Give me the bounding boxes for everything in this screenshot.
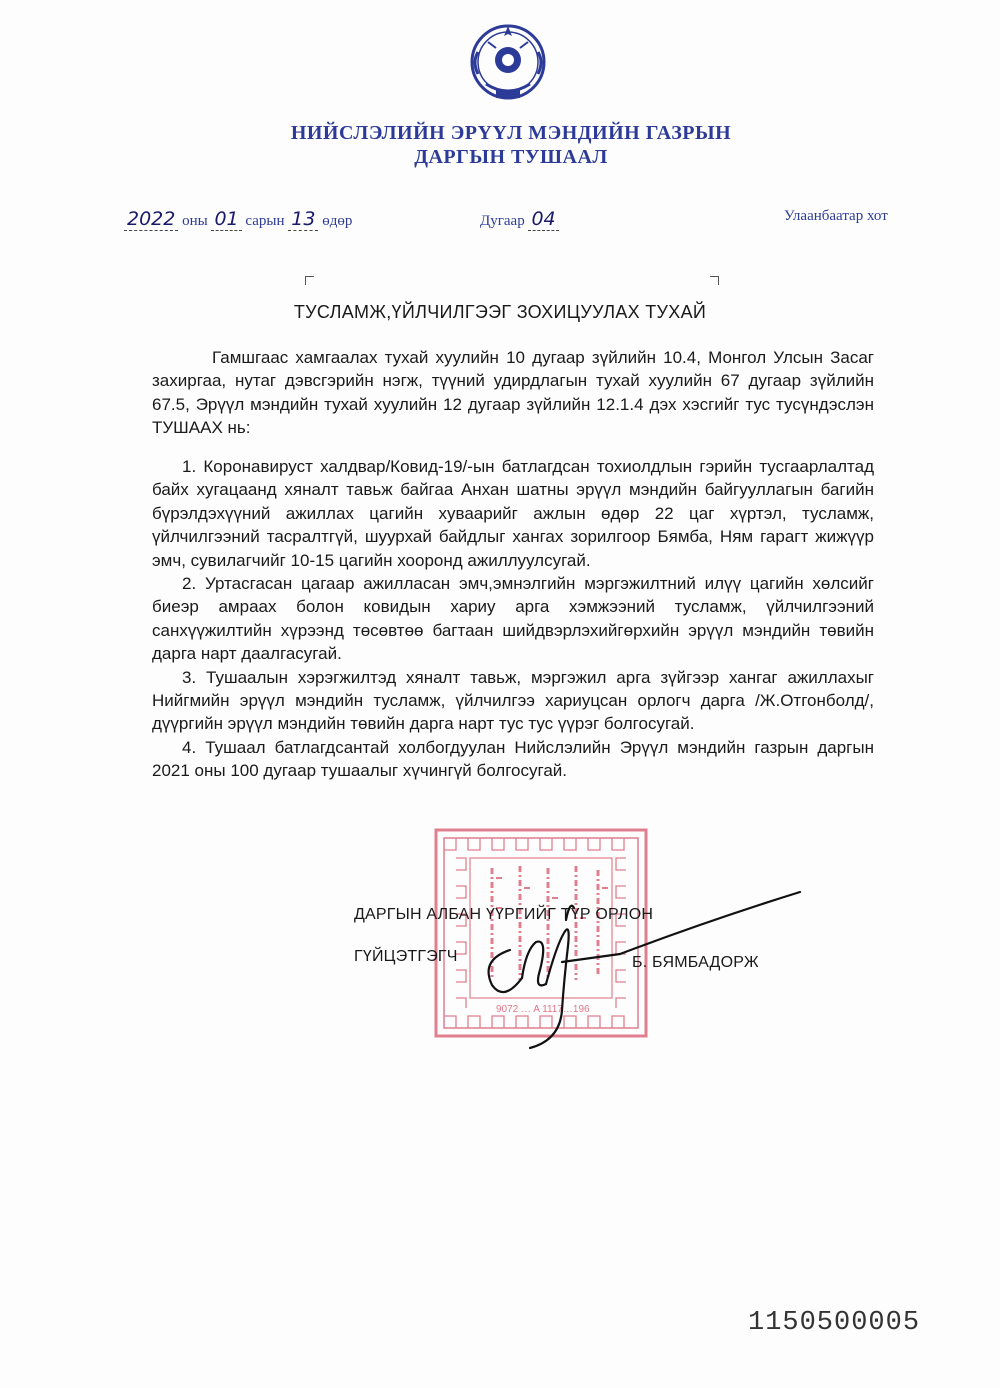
title-bracket-right bbox=[710, 276, 719, 285]
number-label: Дугаар bbox=[480, 213, 525, 229]
document-city: Улаанбаатар хот bbox=[784, 208, 888, 224]
date-day-suffix: өдөр bbox=[322, 213, 353, 229]
document-number: 04 bbox=[528, 208, 558, 231]
title-bracket-left bbox=[305, 276, 314, 285]
document-type-title: ДАРГЫН ТУШААЛ bbox=[414, 146, 608, 168]
preamble-text: Гамшгаас хамгаалах тухай хуулийн 10 дугаар зүйлийн 10.4, Монгол Улсын Засаг захиргаа, нутаг дэвсгэрийн нэгж, түүний удирдлагын тухай хуулийн 67 дугаар зүйлийн 67.5, Эрүүл мэндийн тухай хуулийн 12 дугаар зүйлийн 12.1.4 дэх хэсгийг тус тусүндэслэн ТУШААХ нь: bbox=[152, 348, 874, 438]
order-point: 4. Тушаал батлагдсантай холбогдуулан Нийслэлийн Эрүүл мэндийн газрын даргын 2021 оны 100 дугаар тушаалыг хүчингүй болгосугай. bbox=[152, 737, 874, 781]
order-point: 3. Тушаалын хэрэгжилтэд хяналт тавьж, мэргэжил арга зүйгээр хангаг ажиллахыг Нийгмийн эрүүл мэндийн тусламж, үйлчилгээ хариуцсан орлогч дарга /Ж.Отгонболд/, дүүргийн эрүүл мэндийн төвийн дарга нарт тус тус үүрэг болгосугай. bbox=[152, 667, 874, 734]
date-year: 2022 bbox=[124, 208, 178, 231]
document-number-field bbox=[480, 208, 559, 231]
state-emblem-icon bbox=[466, 18, 550, 104]
document-date bbox=[124, 208, 352, 231]
order-points bbox=[152, 455, 874, 783]
signatory-title-line2: ГҮЙЦЭТГЭГЧ bbox=[354, 948, 458, 965]
date-year-suffix: оны bbox=[182, 213, 208, 229]
handwritten-signature bbox=[470, 880, 810, 1070]
signatory-title-line1: ДАРГЫН АЛБАН ҮҮРГИЙГ ТҮР ОРЛОН bbox=[354, 906, 654, 923]
order-point: 1. Коронавируст халдвар/Ковид-19/-ын батлагдсан тохиолдлын гэрийн тусгаарлалтад байх хугацаанд хяналт тавьж байгаа Анхан шатны эрүүл мэндийн байгууллагын багийн бүрэлдэхүүний ажиллах цагийн хуваарийг ажлын өдөр 22 цаг хүртэл, тусламж, үйлчилгээний тасралтгүй, шуурхай байдлыг хангах зорилгоор Бямба, Ням гарагт жижүүр эмч, сувилагчийг 10-15 цагийн хооронд ажиллуулсугай. bbox=[152, 457, 874, 570]
order-preamble bbox=[152, 346, 874, 440]
date-month-suffix: сарын bbox=[245, 213, 285, 229]
signatory-name: Б. БЯМБАДОРЖ bbox=[632, 954, 759, 971]
order-point: 2. Уртасгасан цагаар ажилласан эмч,эмнэлгийн мэргэжилтний илүү цагийн хөлсийг биеэр амраах болон ковидын хариу арга хэмжээний тусламж, үйлчилгээний санхүүжилтийн хүрээнд төсөвтөө багтаан шийдвэрлэхийгөрхийн эрүүл мэндийн төвийн дарга нарт даалгасугай. bbox=[152, 574, 874, 664]
organization-title: НИЙСЛЭЛИЙН ЭРҮҮЛ МЭНДИЙН ГАЗРЫН bbox=[290, 122, 732, 144]
date-day: 13 bbox=[288, 208, 318, 231]
date-month: 01 bbox=[211, 208, 241, 231]
registry-number: 1150500005 bbox=[748, 1308, 921, 1338]
stamp-number-text: 9072 … A 1117…196 bbox=[496, 1004, 590, 1015]
order-title: ТУСЛАМЖ,ҮЙЛЧИЛГЭЭГ ЗОХИЦУУЛАХ ТУХАЙ bbox=[293, 302, 707, 322]
